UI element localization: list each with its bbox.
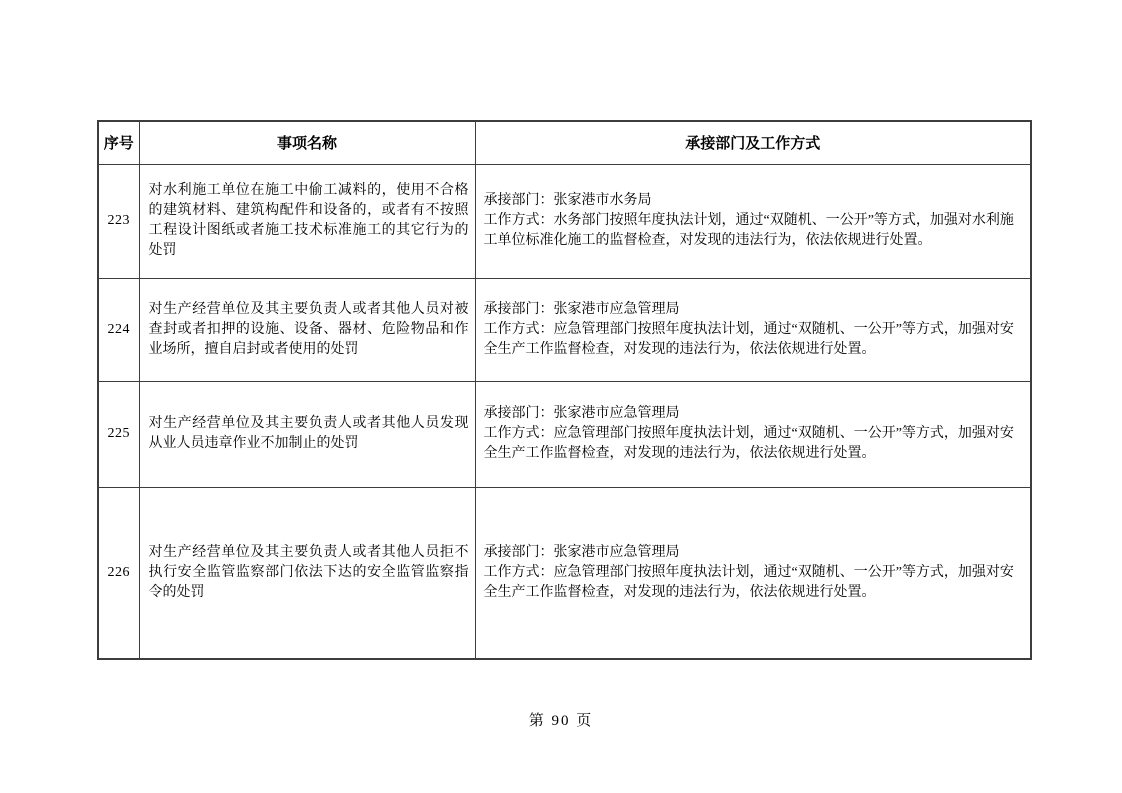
department-line: 承接部门：张家港市应急管理局 <box>483 406 680 421</box>
penalty-items-table <box>97 120 1032 660</box>
header-cell-department-method: 承接部门及工作方式 <box>475 121 1031 164</box>
header-cell-item-name: 事项名称 <box>139 121 475 164</box>
table-row <box>98 381 1031 487</box>
item-name: 对生产经营单位及其主要负责人或者其他人员发现从业人员违章作业不加制止的处罚 <box>139 381 475 487</box>
department-method-cell <box>475 487 1031 659</box>
work-method-line: 工作方式：水务部门按照年度执法计划，通过“双随机、一公开”等方式，加强对水利施工单位标准化施工的监督检查，对发现的违法行为，依法依规进行处置。 <box>483 213 1014 248</box>
serial-number: 225 <box>98 381 139 487</box>
department-method-cell <box>475 164 1031 278</box>
department-method-cell <box>475 381 1031 487</box>
header-cell-serial-number: 序号 <box>98 121 139 164</box>
table-row <box>98 278 1031 381</box>
table-row <box>98 164 1031 278</box>
page-number: 第 90 页 <box>528 713 594 729</box>
item-name: 对生产经营单位及其主要负责人或者其他人员对被查封或者扣押的设施、设备、器材、危险物品和作业场所，擅自启封或者使用的处罚 <box>139 278 475 381</box>
department-line: 承接部门：张家港市水务局 <box>483 193 652 208</box>
work-method-line: 工作方式：应急管理部门按照年度执法计划，通过“双随机、一公开”等方式，加强对安全生产工作监督检查，对发现的违法行为，依法依规进行处置。 <box>483 426 1014 461</box>
table-row <box>98 487 1031 659</box>
department-line: 承接部门：张家港市应急管理局 <box>483 544 680 560</box>
work-method-line: 工作方式：应急管理部门按照年度执法计划，通过“双随机、一公开”等方式，加强对安全生产工作监督检查，对发现的违法行为，依法依规进行处置。 <box>483 321 1014 357</box>
table-header-row <box>98 121 1031 164</box>
department-method-cell <box>475 278 1031 381</box>
work-method-line: 工作方式：应急管理部门按照年度执法计划，通过“双随机、一公开”等方式，加强对安全生产工作监督检查，对发现的违法行为，依法依规进行处置。 <box>483 564 1014 600</box>
serial-number: 223 <box>98 164 139 278</box>
serial-number: 226 <box>98 487 139 659</box>
serial-number: 224 <box>98 278 139 381</box>
item-name: 对生产经营单位及其主要负责人或者其他人员拒不执行安全监管监察部门依法下达的安全监管监察指令的处罚 <box>139 487 475 659</box>
department-line: 承接部门：张家港市应急管理局 <box>483 301 680 317</box>
item-name: 对水利施工单位在施工中偷工减料的，使用不合格的建筑材料、建筑构配件和设备的，或者有不按照工程设计图纸或者施工技术标准施工的其它行为的处罚 <box>139 164 475 278</box>
